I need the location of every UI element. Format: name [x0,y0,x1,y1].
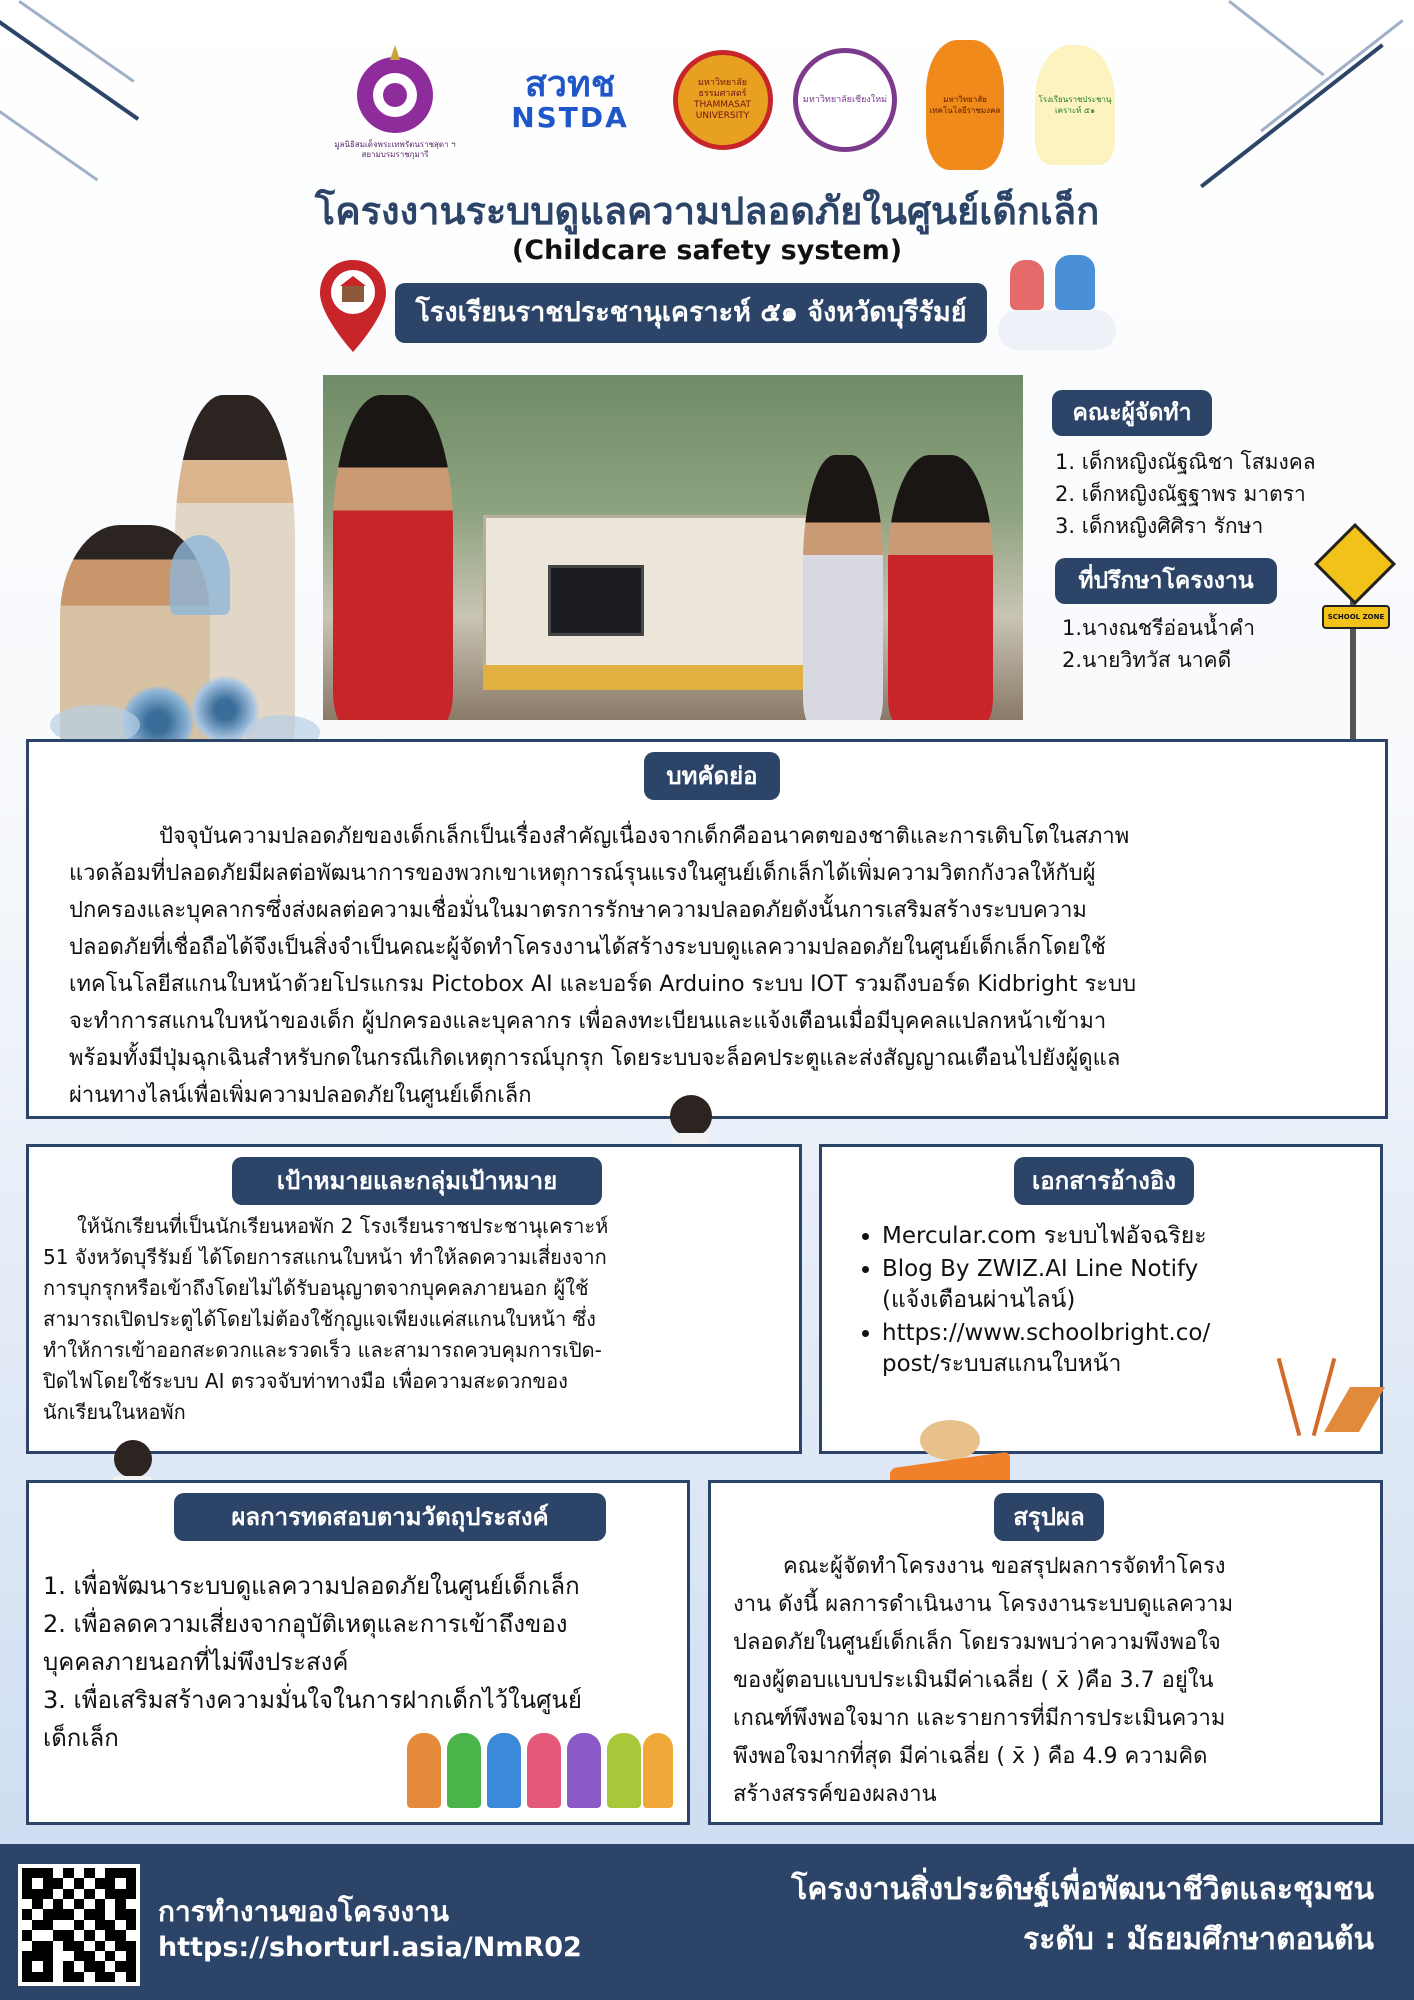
goals-line: ทำให้การเข้าออกสะดวกและรวดเร็ว และสามารถควบคุมการเปิด- [43,1338,602,1362]
results-line: เด็กเล็ก [43,1724,119,1752]
chiangmai-logo-caption: มหาวิทยาลัยเชียงใหม่ [793,48,897,152]
corner-decoration-line [1260,19,1404,132]
playground-illustration [1277,1357,1372,1442]
conclusion-heading: สรุปผล [994,1493,1104,1541]
team-member: 3. เด็กหญิงศิศิรา รักษา [1055,514,1264,538]
rmut-logo [920,30,1010,180]
abstract-heading: บทคัดย่อ [644,752,780,800]
corner-decoration-line [1228,0,1324,76]
children-group-illustration [407,1723,677,1813]
abstract-line: พร้อมทั้งมีปุ่มฉุกเฉินสำหรับกดในกรณีเกิดเหตุการณ์บุกรุก โดยระบบจะล็อคประตูและส่งสัญญาณเตือนไปยังผู้ดูแล [69,1046,1121,1071]
goals-line: ให้นักเรียนที่เป็นนักเรียนหอพัก 2 โรงเรียนราชประชานุเคราะห์ [77,1214,609,1238]
abstract-line: ผ่านทางไลน์เพื่อเพิ่มความปลอดภัยในศูนย์เด็กเล็ก [69,1083,532,1108]
conclusion-line: คณะผู้จัดทำโครงงาน ขอสรุปผลการจัดทำโครง [783,1554,1226,1579]
footer-bar [0,1844,1414,2000]
project-photo [323,375,1023,720]
advisor-name: 1.นางณชรีอ่อนน้ำคำ [1062,616,1256,640]
footer-url[interactable]: https://shorturl.asia/NmR02 [158,1932,582,1963]
chiangmai-logo [790,30,900,170]
conclusion-line: พึงพอใจมากที่สุด มีค่าเฉลี่ย ( x̄ ) คือ 4.9 ความคิด [733,1744,1208,1769]
abstract-line: ปลอดภัยที่เชื่อถือได้จึงเป็นสิ่งจำเป็นคณะผู้จัดทำโครงงานได้สร้างระบบดูแลความปลอดภัยในศูนย์เด็กเล็กโดยใช้ [69,935,1106,960]
reference-item: • Blog By ZWIZ.AI Line Notify (แจ้งเตือนผ่านไลน์) [882,1254,1222,1316]
corner-decoration-line [1200,43,1384,188]
abstract-line: ปัจจุบันความปลอดภัยของเด็กเล็กเป็นเรื่องสำคัญเนื่องจากเด็กคืออนาคตของชาติและการเติบโตในสภาพ [159,824,1130,849]
corner-decoration-line [0,110,98,181]
references-heading: เอกสารอ้างอิง [1014,1157,1194,1205]
princess-logo-caption: มูลนิธิสมเด็จพระเทพรัตนราชสุดา ฯ สยามบรมราชกุมารี [334,140,456,159]
goals-line: ปิดไฟโดยใช้ระบบ AI ตรวจจับท่าทางมือ เพื่อความสะดวกของ [43,1369,568,1393]
reference-item: • Mercular.com ระบบไฟอัจฉริยะ [882,1221,1222,1252]
nstda-logo [480,30,660,170]
results-line: 3. เพื่อเสริมสร้างความมั่นใจในการฝากเด็กไว้ในศูนย์ [43,1686,582,1714]
school-crossing-sign [1314,523,1396,605]
abstract-box [26,739,1388,1119]
conclusion-line: ปลอดภัยในศูนย์เด็กเล็ก โดยรวมพบว่าความพึงพอใจ [733,1630,1221,1655]
abstract-line: ปกครองและบุคลากรซึ่งส่งผลต่อความเชื่อมั่นในมาตรการรักษาความปลอดภัยดังนั้นการเสริมสร้างระบบความ [69,898,1087,923]
goals-heading: เป้าหมายและกลุ่มเป้าหมาย [232,1157,602,1205]
princess-logo [325,30,465,170]
page-subtitle: (Childcare safety system) [511,235,903,266]
team-member: 1. เด็กหญิงณัฐณิชา โสมงคล [1055,450,1316,474]
team-heading: คณะผู้จัดทำ [1052,390,1212,436]
kid-illustration [1055,255,1095,310]
footer-level: ระดับ : มัธยมศึกษาตอนต้น [1023,1922,1374,1957]
goals-line: 51 จังหวัดบุรีรัมย์ ได้โดยการสแกนใบหน้า ทำให้ลดความเสี่ยงจาก [43,1245,607,1269]
kid-illustration [1010,260,1044,310]
corner-decoration-line [18,0,134,83]
conclusion-line: สร้างสรรค์ของผลงาน [733,1782,937,1807]
abstract-line: เทคโนโลยีสแกนใบหน้าด้วยโปรแกรม Pictobox AI และบอร์ด Arduino ระบบ IOT รวมถึงบอร์ด Kidbright ระบบ [69,972,1137,997]
location-pin-icon [318,258,388,354]
school-zone-sign: SCHOOL ZONE [1322,605,1390,629]
rmut-logo-caption: มหาวิทยาลัยเทคโนโลยีราชมงคล [926,40,1004,170]
conclusion-line: ของผู้ตอบแบบประเมินมีค่าเฉลี่ย ( x̄ )คือ 3.7 อยู่ใน [733,1668,1214,1693]
goals-line: การบุกรุกหรือเข้าถึงโดยไม่ได้รับอนุญาตจากบุคคลภายนอก ผู้ใช้ [43,1276,589,1300]
results-line: 1. เพื่อพัฒนาระบบดูแลความปลอดภัยในศูนย์เด็กเล็ก [43,1572,580,1600]
goals-line: นักเรียนในหอพัก [43,1400,186,1424]
references-list [852,1221,1222,1382]
reference-item: • https://www.schoolbright.co/post/ระบบสแกนใบหน้า [882,1318,1222,1380]
results-box [26,1480,690,1825]
thammasat-logo-caption: มหาวิทยาลัยธรรมศาสตร์ THAMMASAT UNIVERSITY [673,50,773,150]
qr-code[interactable] [18,1864,140,1986]
conclusion-line: เกณฑ์พึงพอใจมาก และรายการที่มีการประเมินความ [733,1706,1226,1731]
nstda-logo-english: NSTDA [511,101,629,134]
school-logo-caption: โรงเรียนราชประชานุเคราะห์ ๕๑ [1035,45,1115,165]
results-heading: ผลการทดสอบตามวัตถุประสงค์ [174,1493,606,1541]
advisor-name: 2.นายวิทวัส นาคดี [1062,648,1232,672]
references-box [819,1144,1383,1454]
results-line: บุคคลภายนอกที่ไม่พึงประสงค์ [43,1648,349,1676]
thammasat-logo [670,30,775,170]
school-logo [1030,30,1120,180]
laptop [548,565,644,636]
purple-flower-emblem-icon [345,40,445,140]
abstract-line: แวดล้อมที่ปลอดภัยมีผลต่อพัฒนาการของพวกเขาเหตุการณ์รุนแรงในศูนย์เด็กเล็กได้เพิ่มความวิตกกังวลให้กับผู้ [69,861,1096,886]
footer-category: โครงงานสิ่งประดิษฐ์เพื่อพัฒนาชีวิตและชุมชน [791,1872,1374,1907]
results-line: 2. เพื่อลดความเสี่ยงจากอุบัติเหตุและการเข้าถึงของ [43,1610,568,1638]
abstract-line: จะทำการสแกนใบหน้าของเด็ก ผู้ปกครองและบุคลากร เพื่อลงทะเบียนและแจ้งเตือนเมื่อมีบุคคลแปลกหน้าเข้ามา [69,1009,1107,1034]
school-name-banner: โรงเรียนราชประชานุเคราะห์ ๕๑ จังหวัดบุรีรัมย์ [395,283,987,343]
advisor-photo [40,385,330,770]
team-member: 2. เด็กหญิงณัฐฐาพร มาตรา [1055,482,1306,506]
goals-line: สามารถเปิดประตูได้โดยไม่ต้องใช้กุญแจเพียงแค่สแกนใบหน้า ซึ่ง [43,1307,596,1331]
nstda-logo-thai: สวทช [524,64,616,105]
cloud-decoration [998,310,1116,350]
conclusion-box [708,1480,1383,1825]
goals-box [26,1144,802,1454]
footer-label: การทำงานของโครงงาน [158,1895,450,1928]
page-title: โครงงานระบบดูแลความปลอดภัยในศูนย์เด็กเล็ก [314,189,1100,233]
conclusion-line: งาน ดังนี้ ผลการดำเนินงาน โครงงานระบบดูแลความ [733,1592,1234,1617]
advisor-heading: ที่ปรึกษาโครงงาน [1055,558,1277,604]
